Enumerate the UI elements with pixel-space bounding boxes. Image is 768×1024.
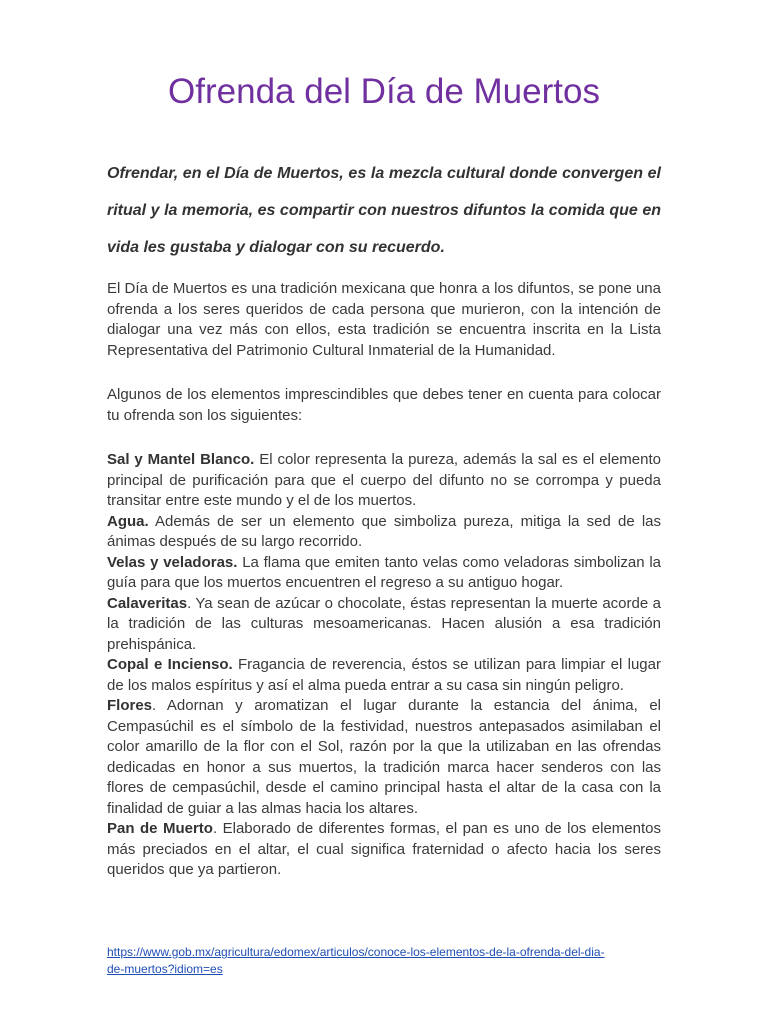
item-description: . Adornan y aromatizan el lugar durante la estancia del ánima, el Cempasúchil es el símbolo de la festividad, nuestros antepasados asimilaban el color amarillo de la flor con el Sol, razón por la que la utilizaban en las ofrendas dedicadas en honor a sus muertos, la tradición marca hacer senderos con las flores de cempasúchil, desde el camino principal hasta el altar de la casa con la finalidad de guiar a las almas hacia los altares. (107, 697, 661, 817)
item-term: Copal e Incienso. (107, 656, 233, 673)
page-title: Ofrenda del Día de Muertos (168, 72, 600, 111)
list-item-calaveritas (107, 594, 661, 656)
item-description: Además de ser un elemento que simboliza pureza, mitiga la sed de las ánimas después de su largo recorrido. (107, 512, 661, 550)
item-term: Flores (107, 697, 153, 714)
item-description: El color representa la pureza, además la sal es el elemento principal de purificación para que el cuerpo del difunto no se corrompa y pueda transitar entre este mundo y el de los muertos. (107, 451, 661, 509)
source-link-line-2[interactable]: de-muertos?idiom=es (107, 962, 223, 976)
item-description: . Elaborado de diferentes formas, el pan es uno de los elementos más preciados en el altar, el cual significa fraternidad o afecto hacia los seres queridos que ya partieron. (107, 820, 661, 878)
item-term: Calaveritas (107, 594, 188, 612)
item-description: Fragancia de reverencia, éstos se utilizan para limpiar el lugar de los malos espíritus y así el alma pueda entrar a su casa sin ningún peligro. (107, 656, 661, 694)
intro-paragraph: Ofrendar, en el Día de Muertos, es la mezcla cultural donde convergen el ritual y la memoria, es compartir con nuestros difuntos la comida que en vida les gustaba y dialogar con su recuerdo. (107, 165, 661, 256)
item-term: Pan de Muerto (107, 820, 213, 837)
list-item-sal-mantel (107, 450, 661, 512)
list-item-pan (107, 819, 661, 881)
source-link-line-1[interactable]: https://www.gob.mx/agricultura/edomex/articulos/conoce-los-elementos-de-la-ofrenda-del-dia- (107, 945, 605, 959)
item-description: La flama que emiten tanto velas como veladoras simbolizan la guía para que los muertos encuentren el regreso a su antiguo hogar. (107, 553, 661, 591)
list-item-agua (107, 512, 661, 553)
item-description: . Ya sean de azúcar o chocolate, éstas representan la muerte acorde a la tradición de las culturas mesoamericanas. Hacen alusión a esa tradición prehispánica. (107, 594, 661, 653)
item-term: Velas y veladoras. (107, 553, 238, 571)
list-item-flores (107, 696, 661, 819)
item-term: Sal y Mantel Blanco. (107, 451, 255, 468)
list-item-velas (107, 553, 661, 594)
elements-list (107, 450, 661, 881)
source-link (107, 944, 667, 978)
item-term: Agua. (107, 512, 149, 530)
list-item-copal (107, 655, 661, 696)
body-paragraph-2: Algunos de los elementos imprescindibles que debes tener en cuenta para colocar tu ofrenda son los siguientes: (107, 386, 661, 424)
body-paragraph-1: El Día de Muertos es una tradición mexicana que honra a los difuntos, se pone una ofrenda a los seres queridos de cada persona que murieron, con la intención de dialogar una vez más con ellos, esta tradición se encuentra inscrita en la Lista Representativa del Patrimonio Cultural Inmaterial de la Humanidad. (107, 280, 661, 359)
